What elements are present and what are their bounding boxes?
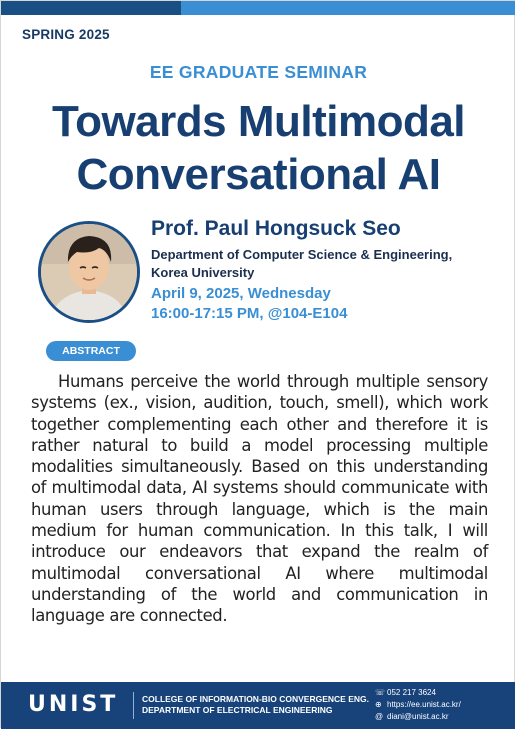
abstract-text: Humans perceive the world through multiple sensory systems (ex., vision, audition, touch, smell), which work together complementing each other and therefore it is rather natural to build a model processing multiple modalities simultaneously. Based on this understanding of multimodal data, AI systems should communicate with human users through language, which is the main medium for human communication. In this talk, I will introduce our endeavors that expand the realm of multimodal conversational AI where multimodal understanding of the world and communication in language are connected. [31, 372, 488, 626]
speaker-photo [38, 221, 140, 323]
speaker-name: Prof. Paul Hongsuck Seo [151, 217, 401, 240]
footer-bar [1, 682, 515, 729]
speaker-info [151, 216, 511, 324]
contact-info [375, 687, 461, 723]
footer-divider [133, 692, 134, 719]
abstract-badge: ABSTRACT [46, 341, 136, 361]
talk-title-line-1: Towards Multimodal [51, 97, 466, 146]
series-title: EE GRADUATE SEMINAR [149, 62, 368, 82]
college-name: COLLEGE OF INFORMATION-BIO CONVERGENCE ENG. [142, 694, 369, 704]
event-schedule [151, 284, 511, 324]
phone-icon: ☏ [375, 688, 386, 697]
contact-phone-row [375, 687, 461, 699]
department-name: DEPARTMENT OF ELECTRICAL ENGINEERING [142, 705, 333, 715]
speaker-affiliation-line-1: Department of Computer Science & Engineering, [151, 247, 453, 262]
event-time-place: 16:00-17:15 PM, @104-E104 [151, 305, 348, 322]
speaker-affiliation-line-2: Korea University [151, 265, 255, 280]
top-bar-light-segment [181, 1, 515, 15]
top-color-bar [1, 1, 515, 15]
college-info [142, 694, 369, 716]
unist-logo: UNIST [28, 692, 119, 717]
speaker-affiliation [151, 246, 511, 282]
talk-title-line-2: Conversational AI [76, 150, 441, 199]
top-bar-dark-segment [1, 1, 181, 15]
contact-email-row[interactable] [375, 711, 461, 723]
event-date: April 9, 2025, Wednesday [151, 285, 331, 302]
talk-title [1, 95, 515, 201]
globe-icon: ⊕ [375, 700, 382, 709]
season-label: SPRING 2025 [22, 27, 110, 42]
contact-web-row[interactable] [375, 699, 461, 711]
contact-email[interactable]: diani@unist.ac.kr [387, 712, 449, 721]
contact-phone: 052 217 3624 [387, 688, 436, 697]
contact-website[interactable]: https://ee.unist.ac.kr/ [387, 700, 461, 709]
at-icon: @ [375, 712, 384, 721]
